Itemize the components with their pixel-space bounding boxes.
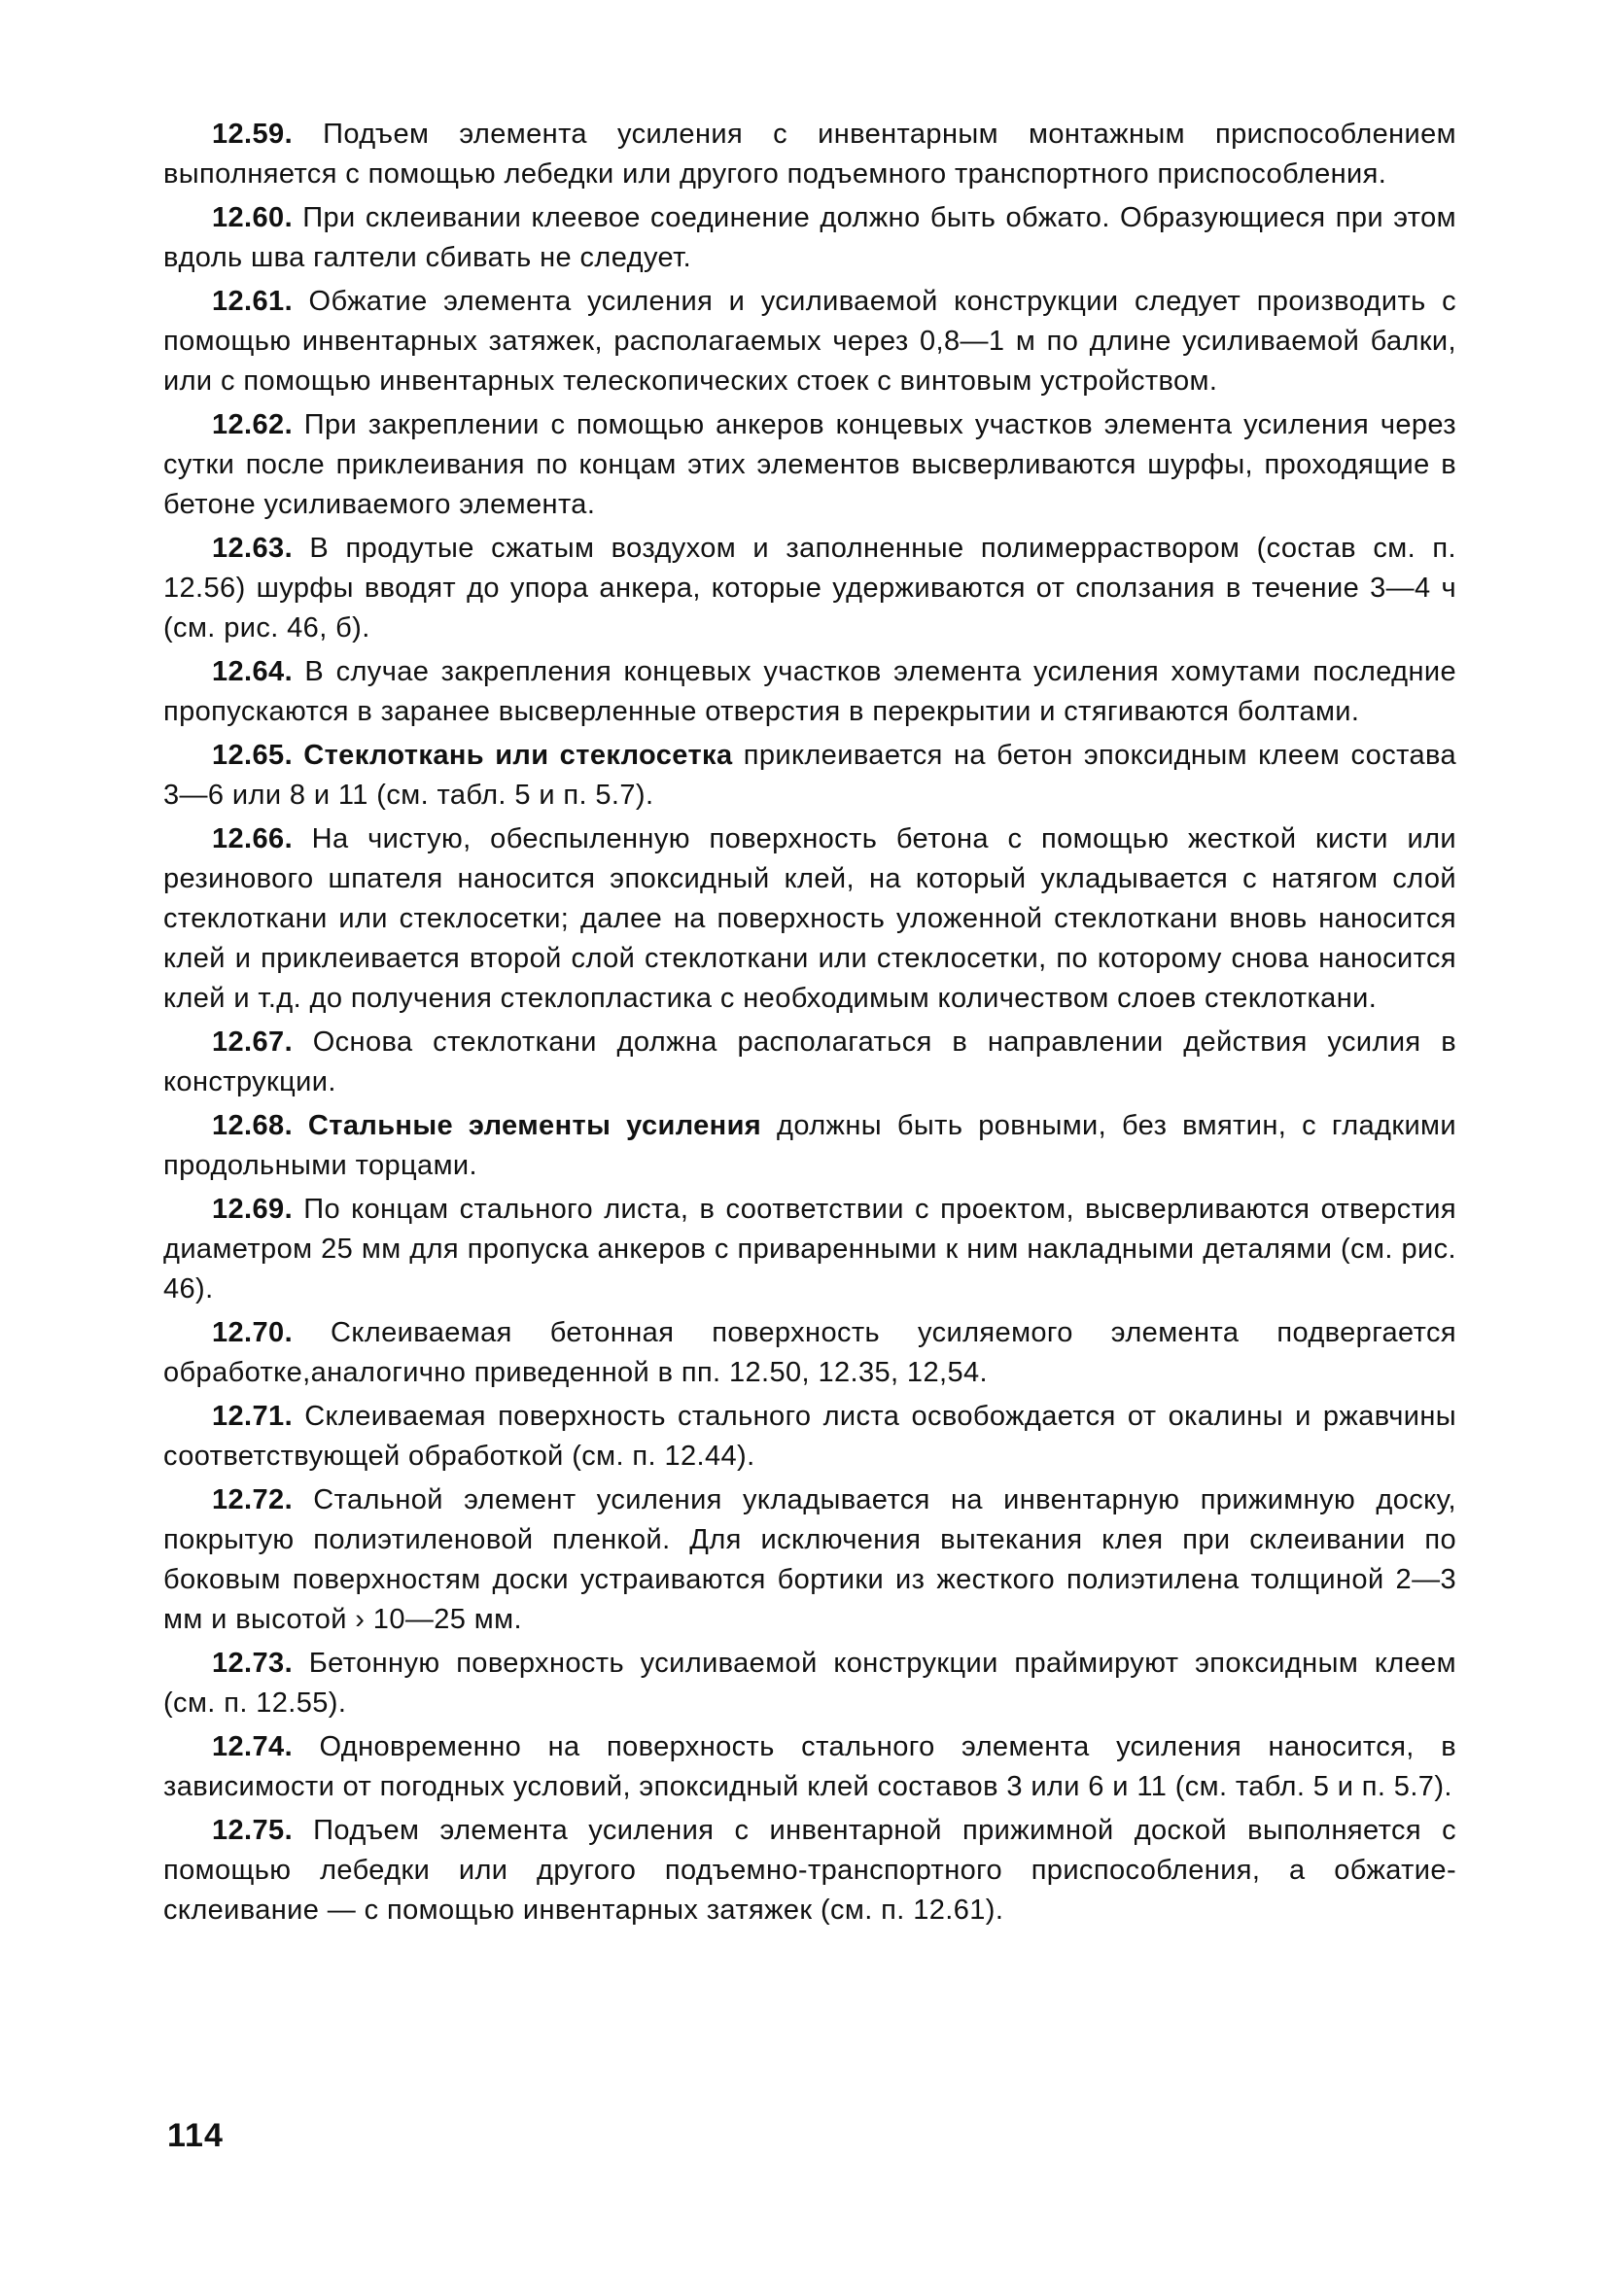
clause-number: 12.75. — [212, 1815, 294, 1846]
clause-text: Обжатие элемента усиления и усиливаемой конструкции следует производить с помощью инвентарных затяжек, располагаемых через 0,8—1 м по длине усиливаемой балки, или с помощью инвентарных телескопических стоек с винтовым устройством. — [163, 286, 1456, 397]
clause-text: должны быть ровными, без вмятин, с гладкими продольными торцами. — [163, 1110, 1456, 1181]
paragraph-12-75 — [163, 1811, 1456, 1931]
clause-text: В случае закрепления концевых участков элемента усиления хомутами последние пропускаются в заранее высверленные отверстия в перекрытии и стягиваются болтами. — [163, 656, 1456, 727]
paragraph-12-63 — [163, 529, 1456, 648]
paragraph-12-68 — [163, 1106, 1456, 1186]
clause-number: 12.74. — [212, 1731, 294, 1762]
paragraph-12-69 — [163, 1190, 1456, 1309]
paragraph-12-66 — [163, 819, 1456, 1019]
clause-number: 12.70. — [212, 1317, 294, 1348]
paragraph-12-67 — [163, 1023, 1456, 1102]
paragraph-12-72 — [163, 1480, 1456, 1640]
page-number: 114 — [167, 2117, 224, 2154]
clause-number: 12.61. — [212, 286, 294, 317]
clause-text: Склеиваемая бетонная поверхность усиляемого элемента подвергается обработке,аналогично приведенной в пп. 12.50, 12.35, 12,54. — [163, 1317, 1456, 1388]
clause-number: 12.65. — [212, 740, 294, 771]
paragraph-12-73 — [163, 1644, 1456, 1723]
clause-number: 12.60. — [212, 202, 294, 233]
paragraph-12-61 — [163, 282, 1456, 401]
paragraph-12-59 — [163, 115, 1456, 194]
paragraph-12-74 — [163, 1727, 1456, 1807]
clause-term: Стальные элементы усиления — [293, 1110, 762, 1141]
clause-number: 12.68. — [212, 1110, 294, 1141]
clause-number: 12.63. — [212, 533, 294, 564]
clause-number: 12.59. — [212, 119, 294, 150]
clause-text: Основа стеклоткани должна располагаться в направлении действия усилия в конструкции. — [163, 1026, 1456, 1097]
paragraph-12-65 — [163, 736, 1456, 816]
paragraph-12-71 — [163, 1397, 1456, 1477]
clause-text: В продутые сжатым воздухом и заполненные полимерраствором (состав см. п. 12.56) шурфы вводят до упора анкера, которые удерживаются от сползания в течение 3—4 ч (см. рис. 46, б). — [163, 533, 1456, 644]
clause-number: 12.62. — [212, 409, 294, 440]
clause-number: 12.66. — [212, 823, 294, 854]
clause-text: На чистую, обеспыленную поверхность бетона с помощью жесткой кисти или резинового шпателя наносится эпоксидный клей, на который укладывается с натягом слой стеклоткани или стеклосетки; далее на поверхность уложенной стеклоткани вновь наносится клей и приклеивается второй слой стеклоткани или стеклосетки, по которому снова наносится клей и т.д. до получения стеклопластика с необходимым количеством слоев стеклоткани. — [163, 823, 1456, 1014]
clause-number: 12.69. — [212, 1194, 294, 1225]
clause-number: 12.73. — [212, 1648, 294, 1679]
paragraph-12-64 — [163, 652, 1456, 732]
clause-text: Стальной элемент усиления укладывается на инвентарную прижимную доску, покрытую полиэтиленовой пленкой. Для исключения вытекания клея при склеивании по боковым поверхностям доски устраиваются бортики из жесткого полиэтилена толщиной 2—3 мм и высотой › 10—25 мм. — [163, 1484, 1456, 1635]
clause-term: Стеклоткань или стеклосетка — [293, 740, 733, 771]
paragraph-12-60 — [163, 198, 1456, 278]
clause-text: При закреплении с помощью анкеров концевых участков элемента усиления через сутки после приклеивания по концам этих элементов высверливаются шурфы, проходящие в бетоне усиливаемого элемента. — [163, 409, 1456, 520]
clause-number: 12.72. — [212, 1484, 294, 1515]
clause-text: Бетонную поверхность усиливаемой конструкции праймируют эпоксидным клеем (см. п. 12.55). — [163, 1648, 1456, 1719]
paragraph-12-62 — [163, 405, 1456, 525]
clause-number: 12.64. — [212, 656, 294, 687]
clause-text: приклеивается на бетон эпоксидным клеем состава 3—6 или 8 и 11 (см. табл. 5 и п. 5.7). — [163, 740, 1456, 811]
clause-text: Одновременно на поверхность стального элемента усиления наносится, в зависимости от погодных условий, эпоксидный клей составов 3 или 6 и 11 (см. табл. 5 и п. 5.7). — [163, 1731, 1456, 1802]
clause-text: Склеиваемая поверхность стального листа освобождается от окалины и ржавчины соответствующей обработкой (см. п. 12.44). — [163, 1401, 1456, 1472]
clause-number: 12.71. — [212, 1401, 294, 1432]
body-text — [163, 115, 1456, 1934]
clause-number: 12.67. — [212, 1026, 294, 1058]
clause-text: При склеивании клеевое соединение должно быть обжато. Образующиеся при этом вдоль шва галтели сбивать не следует. — [163, 202, 1456, 273]
clause-text: По концам стального листа, в соответствии с проектом, высверливаются отверстия диаметром 25 мм для пропуска анкеров с приваренными к ним накладными деталями (см. рис. 46). — [163, 1194, 1456, 1305]
paragraph-12-70 — [163, 1313, 1456, 1393]
clause-text: Подъем элемента усиления с инвентарной прижимной доской выполняется с помощью лебедки или другого подъемно-транспортного приспособления, а обжатие-склеивание — с помощью инвентарных затяжек (см. п. 12.61). — [163, 1815, 1456, 1926]
clause-text: Подъем элемента усиления с инвентарным монтажным приспособлением выполняется с помощью лебедки или другого подъемного транспортного приспособления. — [163, 119, 1456, 190]
